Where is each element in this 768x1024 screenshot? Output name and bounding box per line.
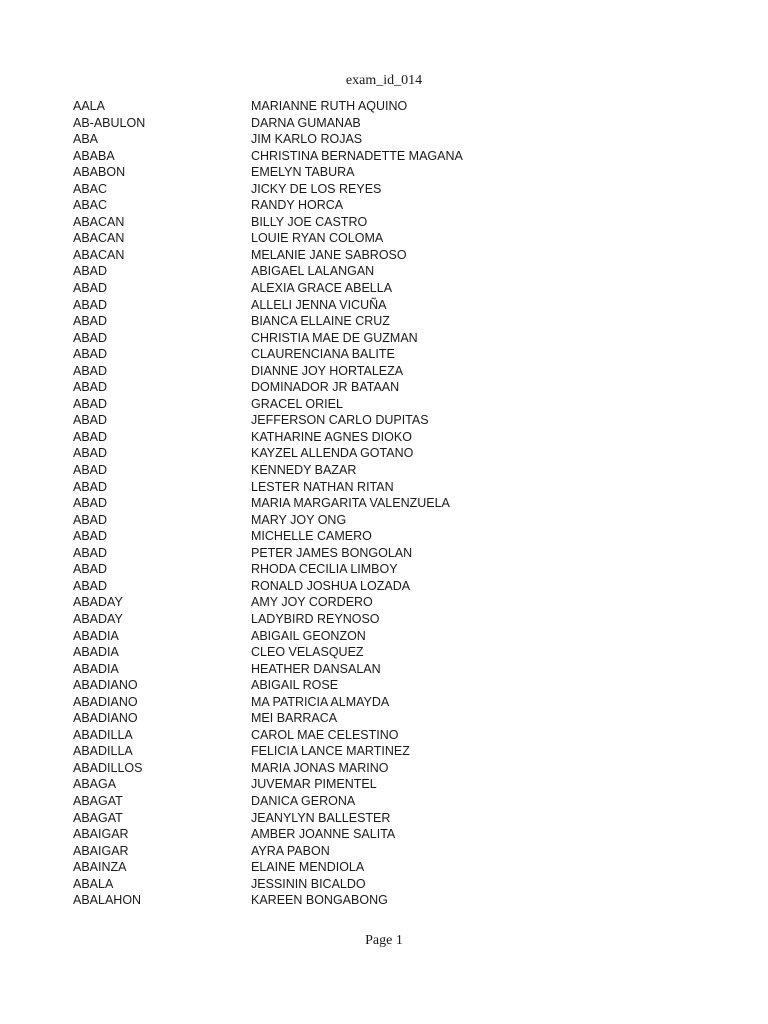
given-name: ABIGAIL GEONZON (251, 628, 366, 643)
surname: ABADIANO (73, 694, 138, 709)
given-name: KAREEN BONGABONG (251, 893, 388, 908)
list-item (0, 694, 768, 711)
surname: ABAD (73, 330, 108, 345)
surname: AALA (73, 99, 105, 113)
surname: ABAD (73, 429, 108, 444)
list-item (0, 661, 768, 678)
surname: ABA (73, 132, 99, 147)
given-name: MARIA MARGARITA VALENZUELA (251, 496, 450, 511)
list-item (0, 479, 768, 496)
given-name: JEFFERSON CARLO DUPITAS (251, 413, 429, 428)
list-item (0, 644, 768, 661)
surname: ABAC (73, 181, 108, 196)
given-name: LESTER NATHAN RITAN (251, 479, 394, 494)
surname: ABAD (73, 413, 108, 428)
given-name: CHRISTINA BERNADETTE MAGANA (251, 148, 463, 163)
list-item (0, 628, 768, 645)
given-name: JICKY DE LOS REYES (251, 181, 382, 196)
list-item (0, 561, 768, 578)
given-name: BILLY JOE CASTRO (251, 214, 368, 229)
surname: ABADAY (73, 595, 123, 610)
list-item (0, 826, 768, 843)
list-item (0, 181, 768, 198)
list-item (0, 594, 768, 611)
surname: ABAD (73, 545, 108, 560)
surname: ABAD (73, 281, 108, 296)
list-item (0, 280, 768, 297)
list-item (0, 330, 768, 347)
surname: ABADAY (73, 611, 123, 626)
list-item (0, 892, 768, 909)
surname: ABAD (73, 264, 108, 279)
list-item (0, 710, 768, 727)
surname: AB-ABULON (73, 115, 146, 130)
given-name: MEI BARRACA (251, 711, 338, 726)
given-name: LADYBIRD REYNOSO (251, 611, 380, 626)
surname: ABAD (73, 529, 108, 544)
given-name: MARIA JONAS MARINO (251, 760, 389, 775)
given-name: FELICIA LANCE MARTINEZ (251, 744, 410, 759)
surname: ABAGA (73, 777, 117, 792)
surname: ABALAHON (73, 893, 142, 908)
given-name: CLAURENCIANA BALITE (251, 347, 395, 362)
list-item (0, 495, 768, 512)
given-name: JESSININ BICALDO (251, 876, 366, 891)
list-item (0, 810, 768, 827)
given-name: AMY JOY CORDERO (251, 595, 373, 610)
given-name: ALLELI JENNA VICUÑA (251, 297, 387, 312)
surname: ABAD (73, 363, 108, 378)
given-name: DIANNE JOY HORTALEZA (251, 363, 404, 378)
list-item (0, 677, 768, 694)
list-item (0, 297, 768, 314)
surname: ABABA (73, 148, 115, 163)
list-item (0, 379, 768, 396)
given-name: RONALD JOSHUA LOZADA (251, 578, 411, 593)
list-item (0, 727, 768, 744)
list-item (0, 843, 768, 860)
surname: ABAD (73, 380, 108, 395)
given-name: CLEO VELASQUEZ (251, 645, 364, 660)
surname: ABALA (73, 876, 114, 891)
surname: ABACAN (73, 231, 125, 246)
given-name: LOUIE RYAN COLOMA (251, 231, 384, 246)
surname: ABACAN (73, 214, 125, 229)
list-item (0, 776, 768, 793)
list-item (0, 230, 768, 247)
surname: ABAD (73, 347, 108, 362)
surname: ABAD (73, 463, 108, 478)
surname: ABAIGAR (73, 827, 129, 842)
surname: ABADIANO (73, 711, 138, 726)
given-name: MICHELLE CAMERO (251, 529, 372, 544)
list-item (0, 396, 768, 413)
given-name: BIANCA ELLAINE CRUZ (251, 314, 390, 329)
list-item (0, 263, 768, 280)
given-name: ALEXIA GRACE ABELLA (251, 281, 393, 296)
surname: ABACAN (73, 247, 125, 262)
surname: ABADIA (73, 661, 119, 676)
given-name: KAYZEL ALLENDA GOTANO (251, 446, 414, 461)
surname: ABADILLOS (73, 760, 143, 775)
list-item (0, 313, 768, 330)
surname: ABADIA (73, 628, 119, 643)
given-name: ELAINE MENDIOLA (251, 860, 365, 875)
given-name: KENNEDY BAZAR (251, 463, 357, 478)
list-item (0, 793, 768, 810)
given-name: DOMINADOR JR BATAAN (251, 380, 400, 395)
list-item (0, 214, 768, 231)
given-name: MA PATRICIA ALMAYDA (251, 694, 390, 709)
given-name: JIM KARLO ROJAS (251, 132, 363, 147)
surname: ABAD (73, 297, 108, 312)
given-name: ABIGAIL ROSE (251, 678, 339, 693)
list-item (0, 131, 768, 148)
surname: ABAD (73, 446, 108, 461)
given-name: RANDY HORCA (251, 198, 344, 213)
given-name: GRACEL ORIEL (251, 396, 343, 411)
list-item (0, 429, 768, 446)
surname: ABADILLA (73, 727, 133, 742)
given-name: AYRA PABON (251, 843, 330, 858)
examinee-list (0, 98, 768, 909)
surname: ABAINZA (73, 860, 127, 875)
given-name: KATHARINE AGNES DIOKO (251, 429, 412, 444)
surname: ABAC (73, 198, 108, 213)
page-number: Page 1 (365, 933, 403, 948)
given-name: EMELYN TABURA (251, 165, 355, 180)
list-item (0, 545, 768, 562)
list-item (0, 743, 768, 760)
list-item (0, 197, 768, 214)
surname: ABAGAT (73, 810, 123, 825)
given-name: PETER JAMES BONGOLAN (251, 545, 413, 560)
page-header: exam_id_014 (345, 73, 423, 88)
given-name: MARIANNE RUTH AQUINO (251, 99, 408, 113)
given-name: DANICA GERONA (251, 793, 356, 808)
given-name: CHRISTIA MAE DE GUZMAN (251, 330, 418, 345)
surname: ABAD (73, 314, 108, 329)
list-item (0, 512, 768, 529)
surname: ABAD (73, 578, 108, 593)
list-item (0, 876, 768, 893)
surname: ABADIANO (73, 678, 138, 693)
surname: ABAIGAR (73, 843, 129, 858)
given-name: RHODA CECILIA LIMBOY (251, 562, 398, 577)
surname: ABAD (73, 562, 108, 577)
surname: ABADIA (73, 645, 119, 660)
list-item (0, 528, 768, 545)
given-name: JUVEMAR PIMENTEL (251, 777, 377, 792)
given-name: DARNA GUMANAB (251, 115, 361, 130)
list-item (0, 98, 768, 115)
list-item (0, 115, 768, 132)
given-name: MELANIE JANE SABROSO (251, 247, 407, 262)
surname: ABAD (73, 479, 108, 494)
list-item (0, 462, 768, 479)
list-item (0, 611, 768, 628)
given-name: MARY JOY ONG (251, 512, 347, 527)
list-item (0, 247, 768, 264)
list-item (0, 363, 768, 380)
surname: ABAD (73, 512, 108, 527)
list-item (0, 412, 768, 429)
list-item (0, 148, 768, 165)
given-name: JEANYLYN BALLESTER (251, 810, 391, 825)
given-name: ABIGAEL LALANGAN (251, 264, 375, 279)
surname: ABABON (73, 165, 126, 180)
given-name: CAROL MAE CELESTINO (251, 727, 399, 742)
surname: ABAD (73, 396, 108, 411)
list-item (0, 859, 768, 876)
surname: ABADILLA (73, 744, 133, 759)
list-item (0, 445, 768, 462)
list-item (0, 164, 768, 181)
given-name: AMBER JOANNE SALITA (251, 827, 396, 842)
list-item (0, 346, 768, 363)
list-item (0, 760, 768, 777)
given-name: HEATHER DANSALAN (251, 661, 381, 676)
surname: ABAD (73, 496, 108, 511)
list-item (0, 578, 768, 595)
surname: ABAGAT (73, 793, 123, 808)
